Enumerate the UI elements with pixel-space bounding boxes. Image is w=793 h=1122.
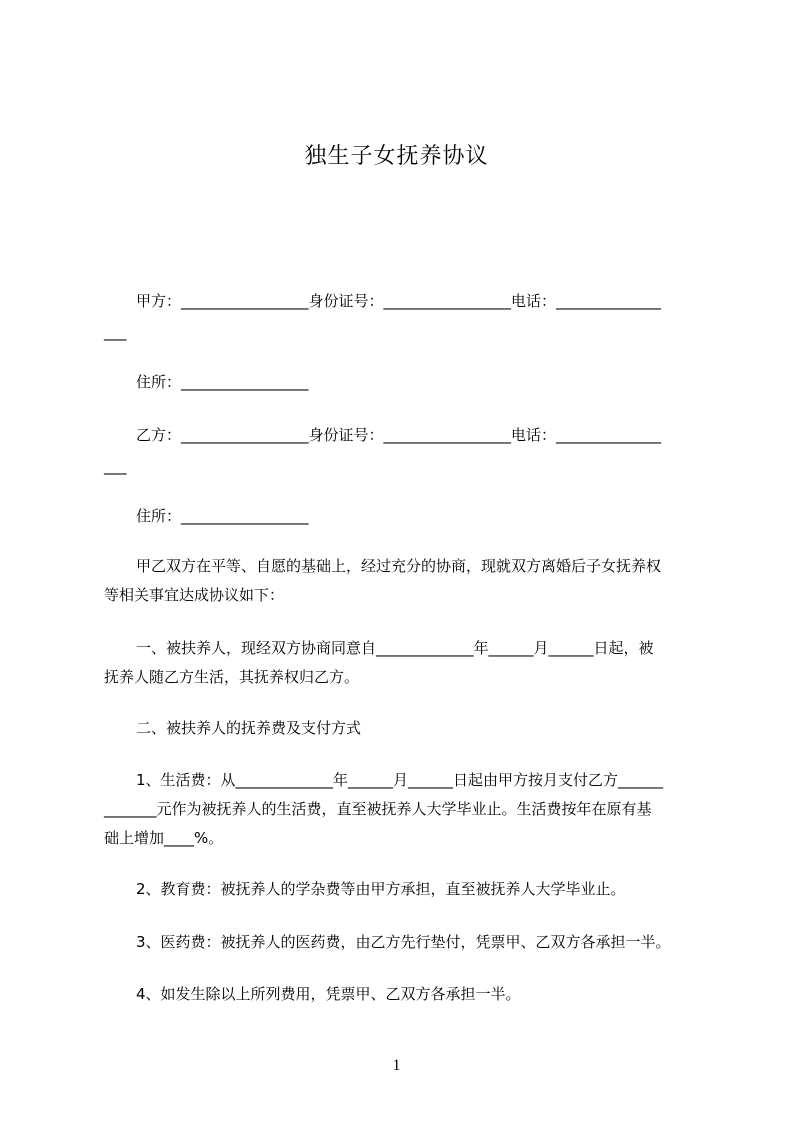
party-b-info-line: 乙方：_________________身份证号：_________________电话：______________: [136, 426, 662, 444]
intro-paragraph-line-2: 等相关事宜达成协议如下：: [104, 586, 285, 604]
clause-1-line-1: 一、被扶养人，现经双方协商同意自_____________年______月______日起，被: [136, 639, 654, 657]
intro-paragraph-line-1: 甲乙双方在平等、自愿的基础上，经过充分的协商，现就双方离婚后子女抚养权: [136, 557, 662, 575]
item-1-line-1: 1、生活费：从_____________年______月______日起由甲方按月支付乙方______: [136, 771, 664, 789]
party-a-info-line: 甲方：_________________身份证号：_________________电话：______________: [136, 292, 662, 310]
clause-2-heading: 二、被扶养人的抚养费及支付方式: [136, 719, 362, 737]
party-b-address: 住所：_________________: [136, 507, 309, 525]
party-a-address: 住所：_________________: [136, 373, 309, 391]
item-2: 2、教育费：被抚养人的学杂费等由甲方承担，直至被抚养人大学毕业止。: [136, 880, 626, 898]
clause-1-line-2: 抚养人随乙方生活，其抚养权归乙方。: [104, 668, 360, 686]
item-4: 4、如发生除以上所列费用，凭票甲、乙双方各承担一半。: [136, 985, 521, 1003]
page-number: 1: [392, 1057, 401, 1074]
document-title: 独生子女抚养协议: [304, 144, 489, 169]
item-1-line-2: _______元作为被抚养人的生活费，直至被抚养人大学毕业止。生活费按年在原有基: [104, 800, 652, 818]
party-b-info-line-continued: ___: [104, 457, 127, 475]
item-1-line-3: 础上增加____%。: [104, 829, 224, 847]
party-a-info-line-continued: ___: [104, 323, 127, 341]
item-3: 3、医药费：被抚养人的医药费，由乙方先行垫付，凭票甲、乙双方各承担一半。: [136, 933, 671, 951]
